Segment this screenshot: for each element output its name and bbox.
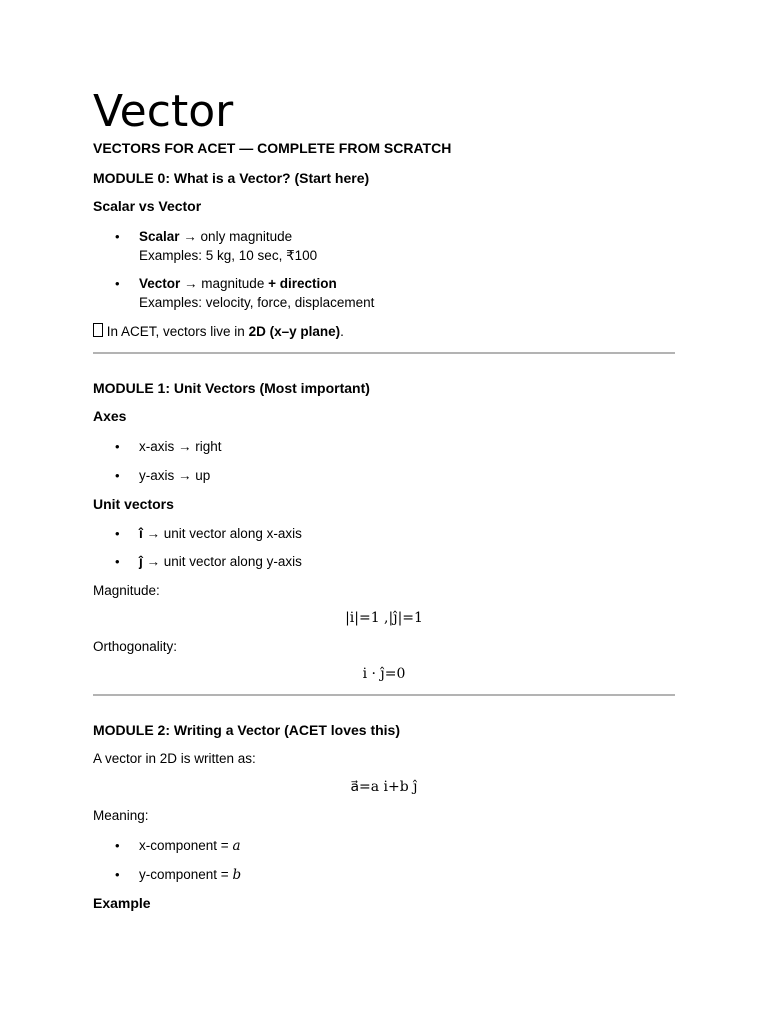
bullet-icon: • bbox=[115, 468, 120, 483]
acet-note-prefix: In ACET, vectors live in bbox=[103, 324, 249, 339]
bullet-icon: • bbox=[115, 229, 120, 244]
bullet-icon: • bbox=[115, 439, 120, 454]
term-vector: Vector bbox=[139, 276, 181, 291]
bullet-icon: • bbox=[115, 554, 120, 569]
bullet-icon: • bbox=[115, 867, 120, 882]
acet-note-plane: 2D (x–y plane) bbox=[248, 324, 341, 339]
scalar-vs-vector-heading: Scalar vs Vector bbox=[93, 198, 202, 214]
list-item-scalar bbox=[93, 227, 675, 267]
vector-description: → magnitude bbox=[180, 276, 269, 291]
list-item-vector bbox=[93, 274, 675, 314]
term-scalar: Scalar bbox=[139, 229, 180, 244]
module-2-heading: MODULE 2: Writing a Vector (ACET loves this) bbox=[93, 722, 401, 738]
document-title: Vector bbox=[93, 86, 234, 137]
unit-vectors-heading: Unit vectors bbox=[93, 496, 174, 512]
module-0-heading: MODULE 0: What is a Vector? (Start here) bbox=[93, 170, 370, 186]
example-heading: Example bbox=[93, 895, 151, 911]
meaning-label: Meaning: bbox=[93, 808, 149, 823]
bullet-icon: • bbox=[115, 838, 120, 853]
pin-icon bbox=[93, 323, 103, 337]
var-a: a bbox=[232, 838, 241, 854]
magnitude-label: Magnitude: bbox=[93, 583, 160, 598]
bullet-icon: • bbox=[115, 276, 120, 291]
module-1-heading: MODULE 1: Unit Vectors (Most important) bbox=[93, 380, 370, 396]
section-divider bbox=[93, 694, 675, 696]
acet-note-suffix: . bbox=[340, 324, 344, 339]
axes-heading: Axes bbox=[93, 408, 127, 424]
orthogonality-equation: i · ĵ=0 bbox=[362, 666, 406, 682]
var-b: b bbox=[232, 867, 242, 883]
section-divider bbox=[93, 352, 675, 354]
j-hat-symbol: ĵ bbox=[139, 554, 143, 569]
orthogonality-label: Orthogonality: bbox=[93, 639, 178, 654]
vector-direction: + direction bbox=[268, 276, 337, 291]
scalar-examples: Examples: 5 kg, 10 sec, ₹100 bbox=[139, 248, 318, 263]
document-subtitle: VECTORS FOR ACET — COMPLETE FROM SCRATCH bbox=[93, 140, 452, 156]
vector-equation: a⃗=a i+b ĵ bbox=[350, 779, 418, 795]
i-hat-symbol: î bbox=[139, 526, 143, 541]
magnitude-equation: |i|=1 ,|ĵ|=1 bbox=[345, 610, 423, 626]
bullet-icon: • bbox=[115, 526, 120, 541]
acet-note bbox=[93, 323, 344, 341]
vector-examples: Examples: velocity, force, displacement bbox=[139, 295, 375, 310]
scalar-description: → only magnitude bbox=[179, 229, 293, 244]
vector-intro-text: A vector in 2D is written as: bbox=[93, 751, 256, 766]
